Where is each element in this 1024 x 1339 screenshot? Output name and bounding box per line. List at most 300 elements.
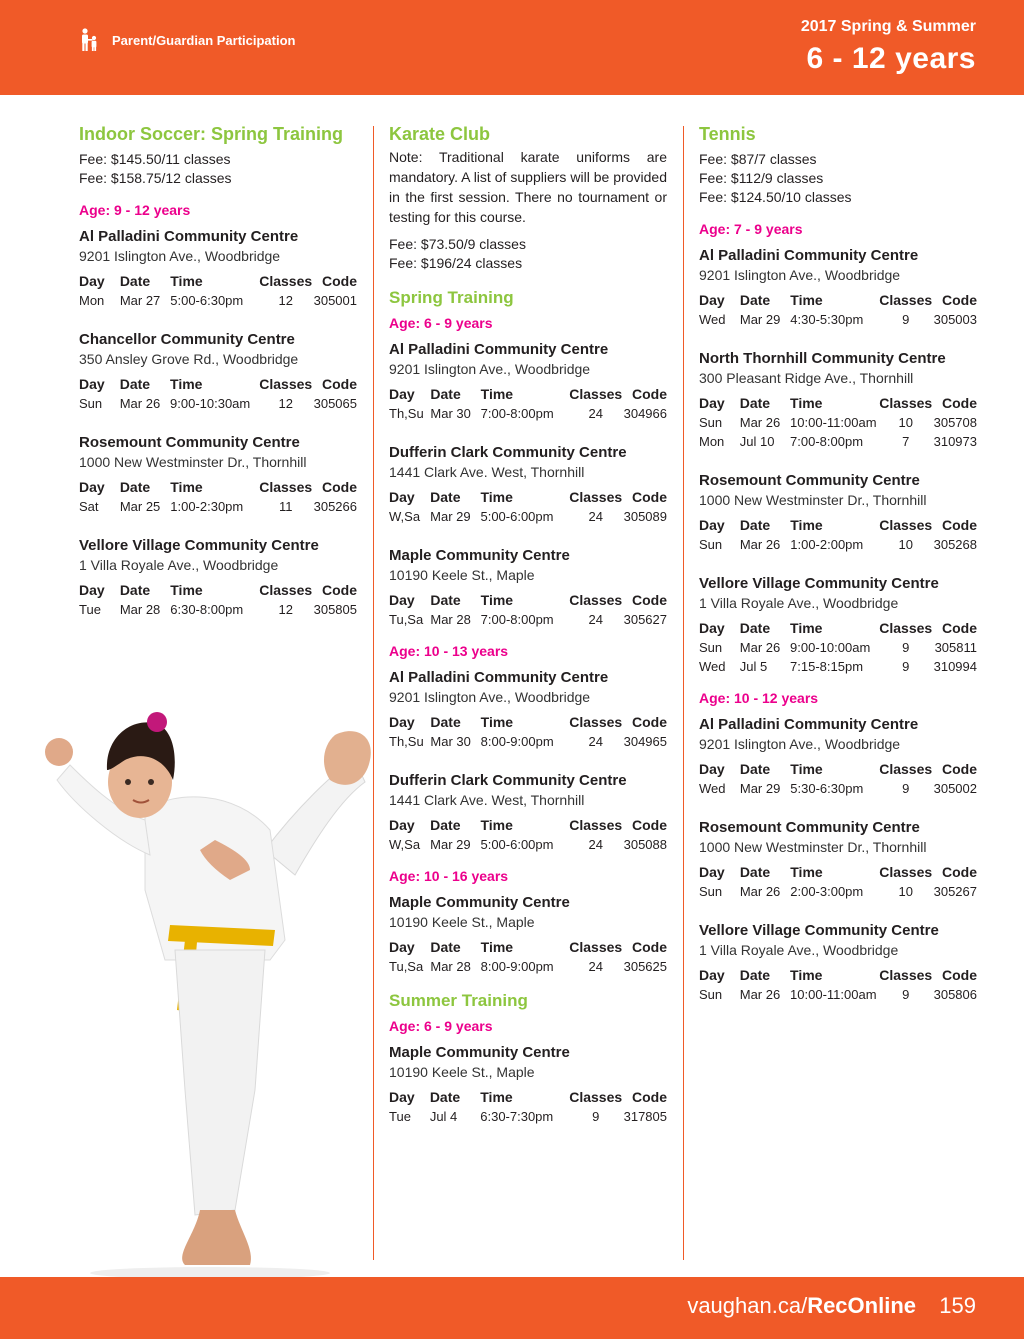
- table-row: [389, 1107, 667, 1126]
- table-cell: Th,Su: [389, 406, 424, 421]
- column-header: Time: [790, 761, 823, 777]
- table-cell: 24: [588, 734, 603, 749]
- program-title: Indoor Soccer: Spring Training: [79, 124, 344, 144]
- column-header: Date: [739, 517, 771, 533]
- table-cell: Sun: [79, 396, 103, 411]
- table-cell: Wed: [699, 659, 726, 674]
- table-cell: 9: [902, 781, 910, 796]
- schedule-table: [699, 291, 977, 329]
- schedule-table: [79, 581, 357, 619]
- table-cell: 7:00-8:00pm: [480, 406, 554, 421]
- fee-line: Fee: $145.50/11 classes: [79, 151, 231, 167]
- age-group: Age: 7 - 9 years: [699, 221, 803, 237]
- column-header: Classes: [879, 517, 933, 533]
- table-row: [699, 432, 977, 451]
- venue-name: Maple Community Centre: [389, 1044, 570, 1061]
- column-header: Day: [389, 939, 415, 955]
- table-cell: 24: [588, 406, 603, 421]
- venue-block: [389, 340, 667, 423]
- venue-name: Al Palladini Community Centre: [699, 247, 919, 264]
- table-cell: 7:00-8:00pm: [480, 612, 554, 627]
- column-header: Code: [632, 386, 667, 402]
- venue-block: [389, 1043, 667, 1126]
- session-title: Spring Training: [389, 288, 514, 307]
- venue-address: 1 Villa Royale Ave., Woodbridge: [699, 595, 899, 611]
- table-cell: 12: [278, 293, 293, 308]
- column-header: Classes: [259, 273, 313, 289]
- table-cell: Jul 5: [739, 659, 768, 674]
- table-cell: 10: [898, 415, 913, 430]
- table-cell: Mar 25: [119, 499, 161, 514]
- table-cell: W,Sa: [389, 509, 421, 524]
- schedule-table: [79, 375, 357, 413]
- venue-block: [699, 246, 977, 329]
- column-header: Date: [430, 817, 461, 833]
- column-header: Code: [942, 864, 977, 880]
- column-header: Date: [739, 967, 771, 983]
- venue-name: Dufferin Clark Community Centre: [389, 444, 627, 461]
- column-header: Code: [632, 817, 667, 833]
- table-cell: 305266: [313, 499, 357, 514]
- fee-list: [79, 150, 357, 188]
- column-header: Time: [790, 395, 823, 411]
- table-row: [389, 404, 667, 423]
- table-cell: 12: [278, 602, 293, 617]
- column-header: Date: [430, 489, 461, 505]
- column-header: Code: [322, 582, 357, 598]
- column-header: Code: [942, 620, 977, 636]
- schedule-table: [389, 1088, 667, 1126]
- table-cell: 6:30-7:30pm: [480, 1109, 554, 1124]
- column-header: Code: [632, 939, 667, 955]
- venue-address: 9201 Islington Ave., Woodbridge: [79, 248, 281, 264]
- table-cell: Sun: [699, 640, 723, 655]
- venue-block: [389, 443, 667, 526]
- table-cell: 1:00-2:00pm: [790, 537, 864, 552]
- venue-address: 1 Villa Royale Ave., Woodbridge: [79, 557, 279, 573]
- table-cell: 305627: [623, 612, 667, 627]
- table-cell: 305268: [933, 537, 977, 552]
- column-header: Day: [389, 1089, 415, 1105]
- venue-block: [699, 574, 977, 676]
- table-cell: Mar 28: [119, 602, 161, 617]
- table-header-row: [699, 619, 977, 638]
- table-cell: Mar 28: [430, 612, 471, 627]
- table-cell: 304965: [623, 734, 667, 749]
- table-cell: 9: [902, 312, 910, 327]
- table-cell: 24: [588, 612, 603, 627]
- table-cell: Wed: [699, 781, 726, 796]
- table-cell: Sun: [699, 884, 723, 899]
- venue-block: [79, 536, 357, 619]
- table-header-row: [79, 478, 357, 497]
- table-cell: 10: [898, 537, 913, 552]
- table-cell: 305811: [934, 640, 977, 655]
- table-row: [79, 497, 357, 516]
- footer-website-link[interactable]: [687, 1293, 916, 1319]
- column-header: Day: [699, 864, 725, 880]
- schedule-table: [389, 713, 667, 751]
- table-cell: 9:00-10:00am: [790, 640, 871, 655]
- fee-line: Fee: $87/7 classes: [699, 151, 817, 167]
- schedule-table: [389, 938, 667, 976]
- table-cell: 8:00-9:00pm: [480, 959, 554, 974]
- age-group: Age: 10 - 12 years: [699, 690, 819, 706]
- table-cell: Mar 30: [430, 406, 471, 421]
- footer-bar: [0, 1277, 1024, 1339]
- venue-address: 9201 Islington Ave., Woodbridge: [699, 267, 901, 283]
- table-cell: Mar 26: [739, 640, 781, 655]
- column-header: Day: [699, 517, 725, 533]
- table-cell: 9: [902, 659, 910, 674]
- column-header: Time: [790, 967, 823, 983]
- venue-address: 10190 Keele St., Maple: [389, 914, 535, 930]
- table-cell: 10: [898, 884, 913, 899]
- table-cell: 305003: [933, 312, 977, 327]
- table-row: [79, 394, 357, 413]
- venue-name: Al Palladini Community Centre: [389, 341, 609, 358]
- table-cell: Mar 26: [119, 396, 161, 411]
- table-cell: W,Sa: [389, 837, 421, 852]
- table-header-row: [389, 713, 667, 732]
- table-row: [389, 610, 667, 629]
- table-row: [389, 507, 667, 526]
- table-cell: 24: [588, 837, 603, 852]
- table-cell: Sun: [699, 537, 723, 552]
- column-header: Time: [480, 939, 514, 955]
- column-header: Classes: [259, 479, 313, 495]
- table-cell: 9: [902, 987, 910, 1002]
- column-header: Code: [632, 592, 667, 608]
- schedule-table: [79, 478, 357, 516]
- table-header-row: [79, 272, 357, 291]
- schedule-table: [699, 619, 977, 676]
- table-cell: 10:00-11:00am: [790, 987, 877, 1002]
- table-cell: 5:00-6:00pm: [480, 509, 554, 524]
- column-header: Code: [632, 1089, 667, 1105]
- venue-address: 9201 Islington Ave., Woodbridge: [389, 361, 591, 377]
- schedule-table: [699, 966, 977, 1004]
- age-group: Age: 9 - 12 years: [79, 202, 191, 218]
- table-cell: 9:00-10:30am: [170, 396, 251, 411]
- table-cell: 4:30-5:30pm: [790, 312, 864, 327]
- table-header-row: [699, 291, 977, 310]
- participation-label: [80, 28, 296, 52]
- venue-block: [699, 471, 977, 554]
- table-cell: 305708: [933, 415, 977, 430]
- column-karate-club: [389, 122, 667, 1126]
- column-header: Time: [170, 273, 203, 289]
- table-header-row: [389, 938, 667, 957]
- column-header: Classes: [259, 582, 313, 598]
- table-header-row: [79, 375, 357, 394]
- column-header: Classes: [879, 864, 933, 880]
- table-cell: 305089: [623, 509, 667, 524]
- table-cell: 24: [588, 509, 603, 524]
- table-cell: Mar 30: [430, 734, 471, 749]
- venue-name: Al Palladini Community Centre: [699, 716, 919, 733]
- table-row: [699, 535, 977, 554]
- season-label: 2017 Spring & Summer: [800, 18, 976, 35]
- venue-name: Al Palladini Community Centre: [389, 669, 609, 686]
- table-cell: 2:00-3:00pm: [790, 884, 864, 899]
- table-cell: 305625: [623, 959, 667, 974]
- schedule-table: [699, 516, 977, 554]
- venue-name: Al Palladini Community Centre: [79, 228, 299, 245]
- column-header: Classes: [879, 292, 933, 308]
- column-header: Date: [739, 761, 771, 777]
- table-header-row: [699, 516, 977, 535]
- table-row: [389, 835, 667, 854]
- table-row: [79, 291, 357, 310]
- table-cell: Mar 26: [739, 537, 781, 552]
- table-cell: 7: [902, 434, 910, 449]
- table-row: [699, 657, 977, 676]
- table-row: [389, 732, 667, 751]
- age-group: Age: 6 - 9 years: [389, 315, 493, 331]
- column-header: Code: [632, 714, 667, 730]
- venue-address: 350 Ansley Grove Rd., Woodbridge: [79, 351, 299, 367]
- table-cell: 10:00-11:00am: [790, 415, 877, 430]
- venue-name: Vellore Village Community Centre: [699, 575, 939, 592]
- schedule-table: [389, 591, 667, 629]
- section-label: Parent/Guardian Participation: [112, 32, 296, 48]
- table-cell: 7:15-8:15pm: [790, 659, 864, 674]
- table-row: [79, 600, 357, 619]
- table-cell: 12: [278, 396, 293, 411]
- column-header: Date: [119, 376, 151, 392]
- table-cell: 24: [588, 959, 603, 974]
- venue-block: [79, 227, 357, 310]
- table-cell: 6:30-8:00pm: [170, 602, 244, 617]
- column-header: Day: [79, 376, 105, 392]
- venue-name: Vellore Village Community Centre: [699, 922, 939, 939]
- table-row: [699, 638, 977, 657]
- column-header: Date: [739, 395, 771, 411]
- venue-name: North Thornhill Community Centre: [699, 350, 946, 367]
- venue-block: [699, 349, 977, 451]
- column-header: Day: [79, 479, 105, 495]
- fee-line: Fee: $73.50/9 classes: [389, 236, 526, 252]
- table-cell: Sun: [699, 415, 723, 430]
- schedule-table: [389, 816, 667, 854]
- venue-name: Rosemount Community Centre: [79, 434, 300, 451]
- column-header: Date: [430, 386, 461, 402]
- table-header-row: [79, 581, 357, 600]
- column-header: Classes: [879, 395, 933, 411]
- table-cell: 305002: [933, 781, 977, 796]
- venue-name: Dufferin Clark Community Centre: [389, 772, 627, 789]
- column-header: Time: [170, 376, 203, 392]
- column-header: Day: [699, 967, 725, 983]
- table-cell: Mon: [699, 434, 725, 449]
- age-range-title: 6 - 12 years: [806, 42, 976, 75]
- column-header: Day: [389, 714, 415, 730]
- venue-name: Maple Community Centre: [389, 894, 570, 911]
- session-title: Summer Training: [389, 991, 528, 1010]
- table-cell: Mar 28: [430, 959, 471, 974]
- table-cell: Mar 26: [739, 987, 781, 1002]
- venue-address: 1000 New Westminster Dr., Thornhill: [699, 492, 927, 508]
- column-header: Date: [430, 939, 461, 955]
- column-header: Time: [480, 592, 514, 608]
- column-header: Classes: [259, 376, 313, 392]
- fee-line: Fee: $158.75/12 classes: [79, 170, 232, 186]
- table-cell: 305001: [313, 293, 357, 308]
- schedule-table: [389, 488, 667, 526]
- column-header: Day: [389, 592, 415, 608]
- schedule-table: [699, 760, 977, 798]
- fee-line: Fee: $124.50/10 classes: [699, 189, 852, 205]
- table-header-row: [389, 816, 667, 835]
- venue-name: Rosemount Community Centre: [699, 472, 920, 489]
- venue-name: Maple Community Centre: [389, 547, 570, 564]
- column-header: Code: [322, 479, 357, 495]
- table-cell: Mon: [79, 293, 105, 308]
- column-header: Date: [429, 1089, 461, 1105]
- schedule-table: [79, 272, 357, 310]
- column-header: Day: [699, 395, 725, 411]
- column-header: Classes: [569, 592, 623, 608]
- column-header: Day: [699, 620, 725, 636]
- table-cell: 5:00-6:30pm: [170, 293, 244, 308]
- column-header: Code: [322, 376, 357, 392]
- table-cell: Mar 29: [430, 837, 471, 852]
- venue-block: [79, 433, 357, 516]
- venue-block: [389, 546, 667, 629]
- table-header-row: [389, 385, 667, 404]
- column-header: Date: [739, 864, 771, 880]
- table-cell: 5:30-6:30pm: [790, 781, 864, 796]
- column-header: Time: [790, 620, 823, 636]
- table-cell: 305088: [623, 837, 667, 852]
- column-header: Time: [790, 517, 823, 533]
- column-header: Day: [389, 489, 415, 505]
- column-header: Time: [480, 714, 514, 730]
- venue-block: [389, 668, 667, 751]
- table-cell: Jul 10: [739, 434, 775, 449]
- column-header: Date: [119, 479, 151, 495]
- venue-address: 9201 Islington Ave., Woodbridge: [699, 736, 901, 752]
- site-bold: RecOnline: [807, 1293, 916, 1318]
- column-header: Time: [170, 479, 203, 495]
- age-group: Age: 10 - 16 years: [389, 868, 509, 884]
- column-header: Day: [79, 273, 105, 289]
- table-cell: Tue: [389, 1109, 411, 1124]
- column-header: Time: [170, 582, 203, 598]
- column-header: Time: [790, 292, 823, 308]
- venue-address: 1 Villa Royale Ave., Woodbridge: [699, 942, 899, 958]
- column-header: Classes: [879, 967, 933, 983]
- age-group: Age: 6 - 9 years: [389, 1018, 493, 1034]
- table-row: [699, 985, 977, 1004]
- table-row: [699, 310, 977, 329]
- column-header: Code: [322, 273, 357, 289]
- table-cell: 305065: [313, 396, 357, 411]
- column-header: Date: [739, 292, 771, 308]
- venue-block: [389, 771, 667, 854]
- table-row: [699, 779, 977, 798]
- parent-child-icon: [80, 28, 100, 52]
- column-header: Day: [389, 386, 415, 402]
- table-cell: 305805: [313, 602, 357, 617]
- table-cell: 7:00-8:00pm: [790, 434, 864, 449]
- column-header: Classes: [569, 386, 623, 402]
- column-header: Date: [739, 620, 771, 636]
- column-header: Code: [942, 395, 977, 411]
- table-cell: 11: [278, 499, 293, 514]
- column-header: Classes: [569, 714, 623, 730]
- venue-address: 300 Pleasant Ridge Ave., Thornhill: [699, 370, 914, 386]
- schedule-table: [699, 394, 977, 451]
- column-header: Classes: [569, 489, 623, 505]
- program-title: Karate Club: [389, 124, 491, 144]
- age-group: Age: 10 - 13 years: [389, 643, 509, 659]
- column-divider: [683, 126, 684, 1260]
- column-header: Day: [699, 292, 725, 308]
- table-cell: Wed: [699, 312, 726, 327]
- table-cell: 310994: [933, 659, 977, 674]
- column-header: Code: [942, 292, 977, 308]
- table-cell: 304966: [623, 406, 667, 421]
- column-header: Classes: [569, 1089, 623, 1105]
- fee-list: [699, 150, 977, 207]
- venue-block: [699, 715, 977, 798]
- table-cell: Tu,Sa: [389, 612, 424, 627]
- table-cell: Mar 29: [430, 509, 471, 524]
- page-number: 159: [939, 1293, 976, 1318]
- site-prefix: vaughan.ca/: [687, 1293, 808, 1318]
- column-header: Date: [119, 273, 151, 289]
- fee-list: [389, 235, 667, 273]
- column-header: Date: [119, 582, 151, 598]
- column-header: Date: [430, 714, 461, 730]
- column-header: Classes: [879, 761, 933, 777]
- table-cell: Jul 4: [429, 1109, 458, 1124]
- column-header: Code: [632, 489, 667, 505]
- venue-address: 1000 New Westminster Dr., Thornhill: [79, 454, 307, 470]
- table-header-row: [699, 863, 977, 882]
- venue-block: [699, 818, 977, 901]
- venue-address: 1441 Clark Ave. West, Thornhill: [389, 792, 585, 808]
- table-row: [699, 882, 977, 901]
- table-header-row: [389, 488, 667, 507]
- column-header: Date: [430, 592, 461, 608]
- table-cell: 5:00-6:00pm: [480, 837, 554, 852]
- venue-block: [79, 330, 357, 413]
- table-cell: 305806: [933, 987, 977, 1002]
- table-header-row: [389, 1088, 667, 1107]
- table-cell: Tue: [79, 602, 101, 617]
- table-cell: Tu,Sa: [389, 959, 424, 974]
- program-title: Tennis: [699, 124, 756, 144]
- table-cell: Mar 26: [739, 884, 781, 899]
- table-cell: Mar 26: [739, 415, 781, 430]
- column-header: Time: [480, 386, 514, 402]
- column-header: Code: [942, 517, 977, 533]
- venue-address: 9201 Islington Ave., Woodbridge: [389, 689, 591, 705]
- column-header: Day: [389, 817, 415, 833]
- table-header-row: [699, 760, 977, 779]
- venue-name: Rosemount Community Centre: [699, 819, 920, 836]
- column-header: Day: [699, 761, 725, 777]
- schedule-table: [389, 385, 667, 423]
- fee-line: Fee: $196/24 classes: [389, 255, 523, 271]
- table-cell: 317805: [623, 1109, 667, 1124]
- column-indoor-soccer: [79, 122, 357, 619]
- table-cell: 8:00-9:00pm: [480, 734, 554, 749]
- table-cell: Sun: [699, 987, 723, 1002]
